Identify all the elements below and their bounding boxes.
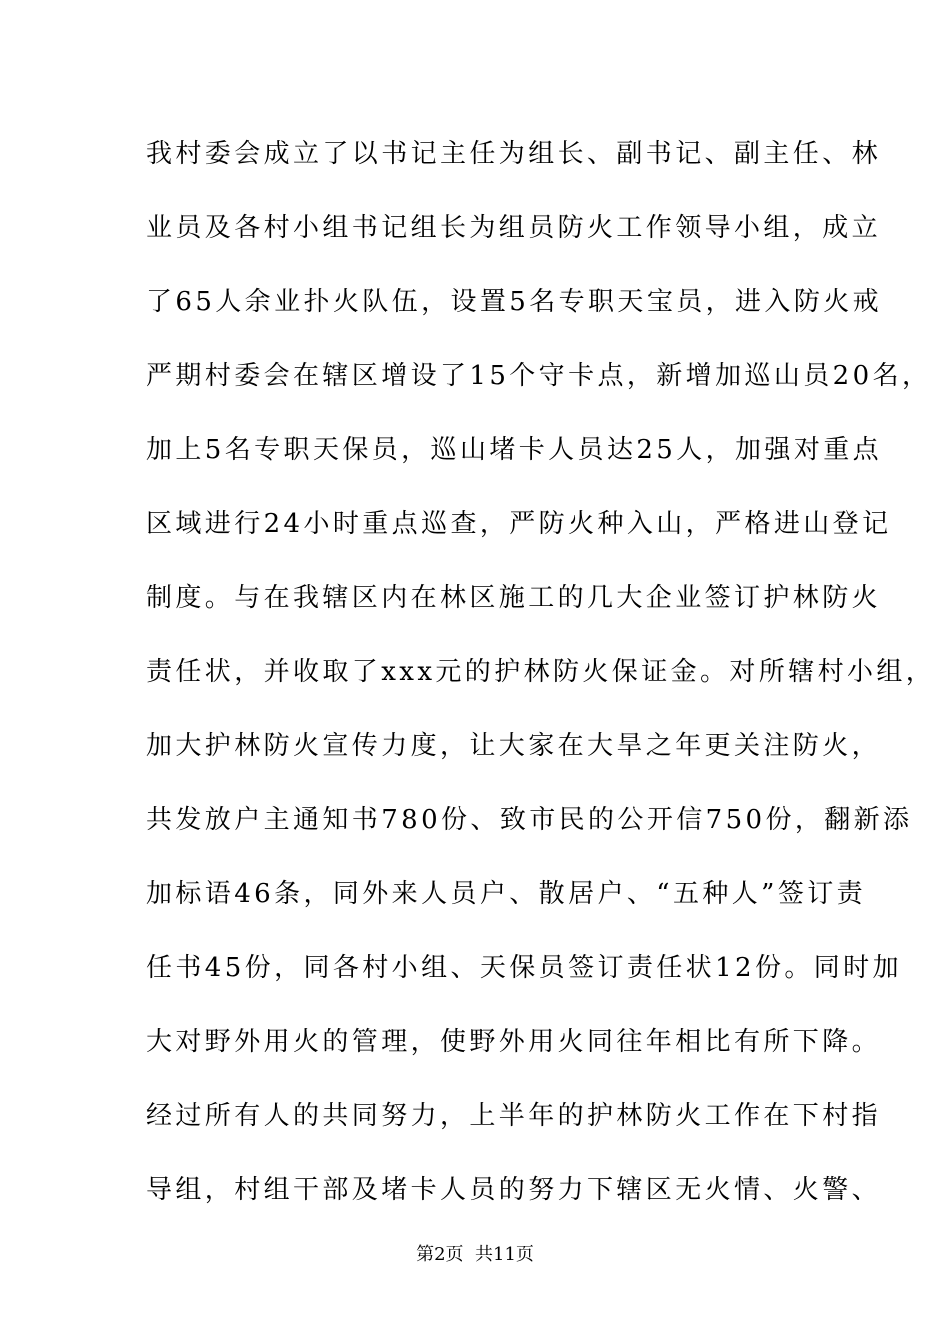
text-line: 责任状，并收取了xxx元的护林防火保证金。对所辖村小组， — [146, 657, 936, 687]
text-line: 加标语46条，同外来人员户、散居户、“五种人”签订责 — [146, 879, 867, 909]
text-line: 制度。与在我辖区内在林区施工的几大企业签订护林防火 — [146, 583, 882, 613]
text-line: 严期村委会在辖区增设了15个守卡点，新增加巡山员20名， — [146, 361, 932, 391]
text-line: 经过所有人的共同努力，上半年的护林防火工作在下村指 — [146, 1101, 882, 1131]
text-line: 我村委会成立了以书记主任为组长、副书记、副主任、林 — [146, 139, 882, 169]
text-line: 导组，村组干部及堵卡人员的努力下辖区无火情、火警、 — [146, 1175, 882, 1205]
text-line: 共发放户主通知书780份、致市民的公开信750份，翻新添 — [146, 805, 913, 835]
text-line: 加上5名专职天保员，巡山堵卡人员达25人，加强对重点 — [146, 435, 883, 465]
text-line: 区域进行24小时重点巡查，严防火种入山，严格进山登记 — [146, 509, 892, 539]
page-number-footer: 第2页 共11页 — [416, 1244, 534, 1265]
text-line: 业员及各村小组书记组长为组员防火工作领导小组，成立 — [146, 213, 882, 243]
text-line: 大对野外用火的管理，使野外用火同往年相比有所下降。 — [146, 1027, 882, 1057]
text-line: 加大护林防火宣传力度，让大家在大旱之年更关注防火， — [146, 731, 882, 761]
text-line: 任书45份，同各村小组、天保员签订责任状12份。同时加 — [146, 953, 902, 983]
body-text — [146, 132, 936, 1242]
text-line: 了65人余业扑火队伍，设置5名专职天宝员，进入防火戒 — [146, 287, 883, 317]
